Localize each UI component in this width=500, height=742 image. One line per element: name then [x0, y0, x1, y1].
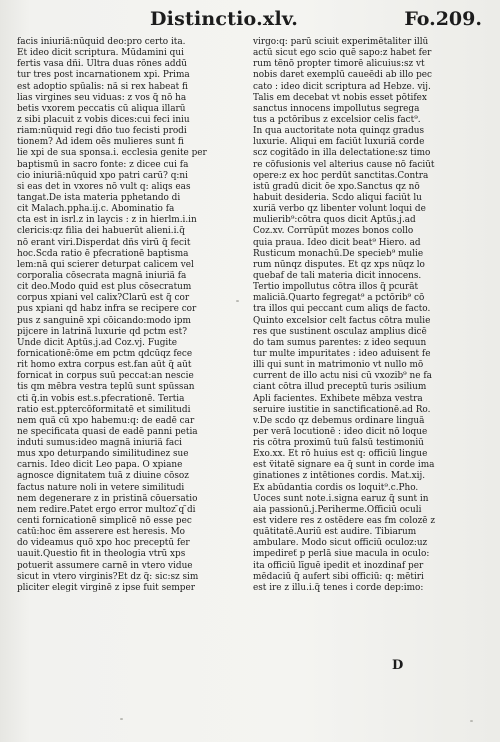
right-column-line: Tertio impollutus cōtra illos q̃ pcurāt: [253, 282, 419, 293]
left-column-line: fertis vasa dñi. Ultra duas rōnes addū: [17, 59, 188, 70]
right-column-line: quia praua. Ideo dicit beat⁹ Hiero. ad: [253, 237, 421, 248]
left-column-line: uauit.Questio fit in theologia vtrū xps: [17, 549, 186, 560]
right-column-line: ciant cōtra illud preceptū turis ɔsilium: [253, 382, 427, 393]
left-column-line: cio iniuriã:nūquid xpo patri carū? q:ni: [17, 170, 188, 181]
left-column-line: agnosce dignitatem tuā z diuine cōsoz: [17, 471, 189, 482]
left-column-line: tionem? Ad idem oēs mulieres sunt fi: [17, 137, 184, 148]
right-column-line: ita officiū līguē ipedit et inozdinaf per: [253, 560, 424, 571]
left-column-line: nem degenerare z in pristinã cōuersatio: [17, 493, 198, 504]
folio-number: Fo.209.: [404, 8, 482, 30]
right-column-line: est videre res z ostēdere eas fm colozē z: [253, 516, 435, 527]
right-column-line: re cōfusionis vel alterius cause nō faciūt: [253, 159, 435, 170]
right-column-line: do tam sumus parentes: z ideo sequun: [253, 337, 427, 348]
left-column-line: pijcere in latrinã luxurie qd pctm est?: [17, 326, 187, 337]
right-column-line: Apl̃i facientes. Exhibete mēbza vestra: [253, 393, 423, 404]
left-column-line: cit Malach.pph̃a.ij.c. Abominatio fa: [17, 204, 175, 215]
right-column-line: Quinto excelsior celt factus cōtra mulie: [253, 315, 431, 326]
left-column-line: corporalia cōsecrata magnā iniuriã fa: [17, 270, 187, 281]
left-column-line: Et ideo dicit scriptura. Mūdamini qui: [17, 48, 184, 59]
right-column-line: aia passionū.j.Periherme.Officiū oculi: [253, 504, 422, 515]
right-column-line: xuriã verbo qz libenter volunt loqui de: [253, 204, 426, 215]
right-column-line: mēdaciū q̃ aufert sibi officiū: q: mētiri: [253, 571, 424, 582]
right-column-line: quātitatē.Auriū est audire. Tibiarum: [253, 527, 417, 538]
page-header: [150, 8, 482, 32]
left-column-line: lem:nā qui scierer deturpat calicem vel: [17, 259, 194, 270]
right-column-line: istū gradū dicit ōe xpo.Sanctus qz nō: [253, 181, 420, 192]
right-column-line: scz cogitādo in illa delectatione:sz timo: [253, 148, 431, 159]
left-column-line: z sibi placuit z vobis dices:cui feci iniu: [17, 114, 190, 125]
left-column-line: betis vxorem peccatis cū aliqua illarū: [17, 103, 186, 114]
left-column-line: Unde dicit Aptūs.j.ad Coz.vj. Fugite: [17, 337, 178, 348]
left-column-line: fornicationē:ōme em pctm qdcūqz fece: [17, 348, 193, 359]
left-text-column: [17, 37, 249, 594]
running-head: Distinctio.xlv.: [150, 8, 299, 30]
right-column-line: tus a pctōribus z excelsior celis fact⁹.: [253, 114, 421, 125]
right-column-line: ris cōtra proximū tuū falsū testimoniū: [253, 438, 424, 449]
right-text-column: [253, 37, 486, 594]
right-column-line: Uoces sunt note.i.signa earuz q̃ sunt in: [253, 493, 429, 504]
right-column-line: habuit desideria. Scdo aliqui faciūt lu: [253, 192, 422, 203]
right-column-line: illi qui sunt in matrimonio vt nullo mō: [253, 360, 424, 371]
right-column-line: virgo:q: parū sciuit experimētaliter illū: [253, 37, 429, 47]
left-column-line: lie xpi de sua sponsa.i. ecclesia genite per: [17, 148, 207, 159]
left-column-line: centi fornicationē simplicē nō esse pec: [17, 516, 192, 527]
right-column-line: cato : ideo dicit scriptura ad Hebze. vij.: [253, 81, 431, 92]
right-column-line: Ex abūdantia cordis os loquit⁹.c.Pho.: [253, 482, 419, 493]
right-column-line: current de illo actu nisi cū vxozib⁹ ne fa: [253, 371, 432, 382]
left-column-line: baptismū in sacro fonte: z dicee cui fa: [17, 159, 189, 170]
left-column-line: mus xpo deturpando similitudinez sue: [17, 449, 189, 460]
paper-speck: [236, 300, 239, 302]
right-column-line: tra illos qui peccant cum aliqs de facto.: [253, 304, 431, 315]
right-column-line: rum tēnō propter timorē alicuius:sz vt: [253, 59, 425, 70]
left-column-line: clericis:qz filia dei habuerūt alieni.i.q̃: [17, 226, 185, 237]
right-column-line: maliciā.Quarto fegregat⁹ a pctōrib⁹ cō: [253, 293, 425, 304]
left-column-line: nō erant viri.Disperdat dñs virū q̃ fecit: [17, 237, 191, 248]
left-column-line: tangat.De ista materia pphetando di: [17, 192, 181, 203]
paper-speck: [470, 720, 473, 722]
left-column-line: tis qm mēbra vestra teplū sunt spūssan: [17, 382, 195, 393]
left-column-line: ratio est.pptercōformitatē et similitudi: [17, 404, 191, 415]
right-column-line: Rusticum monachū.De specieb⁹ mulie: [253, 248, 424, 259]
right-column-line: est ire z illu.i.q̃ tenes i corde dep:imo:: [253, 582, 424, 593]
right-column-line: luxurie. Aliqui em faciūt luxuriã corde: [253, 137, 425, 148]
left-column-line: induti sumus:ideo magnã iniuriã faci: [17, 438, 182, 449]
right-column-line: actū sicut ego scio quē sapo:z habet fer: [253, 48, 432, 59]
left-column-line: nem quã cū xpo habemu:q: de eadē car: [17, 415, 195, 426]
left-column-line: est adoptio spūalis: nã si rex habeat fi: [17, 81, 188, 92]
right-column-line: In qua auctoritate nota quinqz gradus: [253, 126, 425, 137]
right-column-line: mulierib⁹:cōtra quos dicit Aptūs.j.ad: [253, 215, 416, 226]
left-column-line: riam:nūquid regi dño tuo fecisti prodi: [17, 126, 187, 137]
left-column-line: hoc.Scda ratio ē pfecrationē baptisma: [17, 248, 189, 259]
right-column-line: v.De scdo qz debemus ordinare linguã: [253, 415, 425, 426]
left-column-line: cti q̃.in vobis est.s.pfecrationē. Tertia: [17, 393, 185, 404]
right-column-line: impedireť p perlā siue macula in oculo:: [253, 549, 430, 560]
right-column-line: Exo.xx. Et rō huius est q: officiū lingue: [253, 449, 428, 460]
right-column-line: seruire iustitie in sanctificationē.ad Ro.: [253, 404, 431, 415]
right-column-line: rum nūnqz disputes. Et qz xps nūqz lo: [253, 259, 425, 270]
paper-speck: [120, 718, 123, 720]
left-column-line: factus nature noli in vetere similitudi: [17, 482, 185, 493]
left-column-line: corpus xpiani vel calix?Clarū est q̃ cor: [17, 293, 190, 304]
right-column-line: ambulare. Modo sicut officiū oculoz:uz: [253, 538, 428, 549]
left-column-line: do videamus quõ xpo hoc preceptū fer: [17, 538, 190, 549]
left-column-line: pliciter elegit virginē z ipse fuit semper: [17, 582, 195, 593]
right-column-line: quebaf de tali materia dicit innocens.: [253, 270, 422, 281]
right-column-line: opere:z ex hoc perdūt sanctitas.Contra: [253, 170, 429, 181]
left-column-line: potuerit assumere carnē in vtero vidue: [17, 560, 193, 571]
left-column-line: catū:hoc ẽm asserere est heresis. Mo: [17, 527, 186, 538]
catchword: D: [392, 658, 404, 673]
right-column-line: nobis daret exemplū caueēdi ab illo pec: [253, 70, 432, 81]
right-column-line: per verā locutionē : ideo dicit nō loque: [253, 426, 428, 437]
left-column-line: nem redire.Patet ergo error multoz ̃q ̃di: [17, 504, 196, 515]
left-column-line: carnis. Ideo dicit Leo papa. O xpiane: [17, 460, 183, 471]
left-column-line: si eas det in vxores nō vult q: aliqs eas: [17, 181, 191, 192]
left-column-line: lias virgines seu viduas: z vos q̃ nō ha: [17, 92, 187, 103]
right-column-line: est ṽitatē signare ea q̃ sunt in corde ima: [253, 460, 435, 471]
left-column-line: sicut in vtero virginis?Et dz q̃: sic:sz sim: [17, 571, 199, 582]
left-column-line: ne specificata quasi de eadē panni petia: [17, 426, 198, 437]
right-column-line: tur multe impuritates : ideo aduisent fe: [253, 348, 431, 359]
right-column-line: sanctus innocens impollutus segrega: [253, 103, 420, 114]
left-column-line: cta est in isrl̃.z in laycis : z in hierl̃m.i.in: [17, 215, 197, 226]
left-column-line: rit homo extra corpus est.fan aūt q̃ aūt: [17, 360, 192, 371]
right-column-line: Talis em decebat vt nobis esset pōtifex: [253, 92, 427, 103]
left-column-line: pus xpiani qd habz infra se recipere cor: [17, 304, 197, 315]
right-column-line: res que sustinent osculaz amplius dicē: [253, 326, 427, 337]
left-column-line: tur tres post incarnationem xpi. Prima: [17, 70, 190, 81]
right-column-line: ginationes z intētiones cordis. Mat.xij.: [253, 471, 426, 482]
left-column-line: facis iniuriã:nūquid deo:pro certo ita.: [17, 37, 186, 47]
left-column-line: pus z sanguinē xpi cōicando:modo ipm: [17, 315, 191, 326]
right-column-line: Coz.xv. Corrūpūt mozes bonos collo: [253, 226, 414, 237]
left-column-line: cit deo.Modo quid est plus cōsecratum: [17, 282, 192, 293]
left-column-line: fornicat in corpus suū peccat:an nescie: [17, 371, 194, 382]
